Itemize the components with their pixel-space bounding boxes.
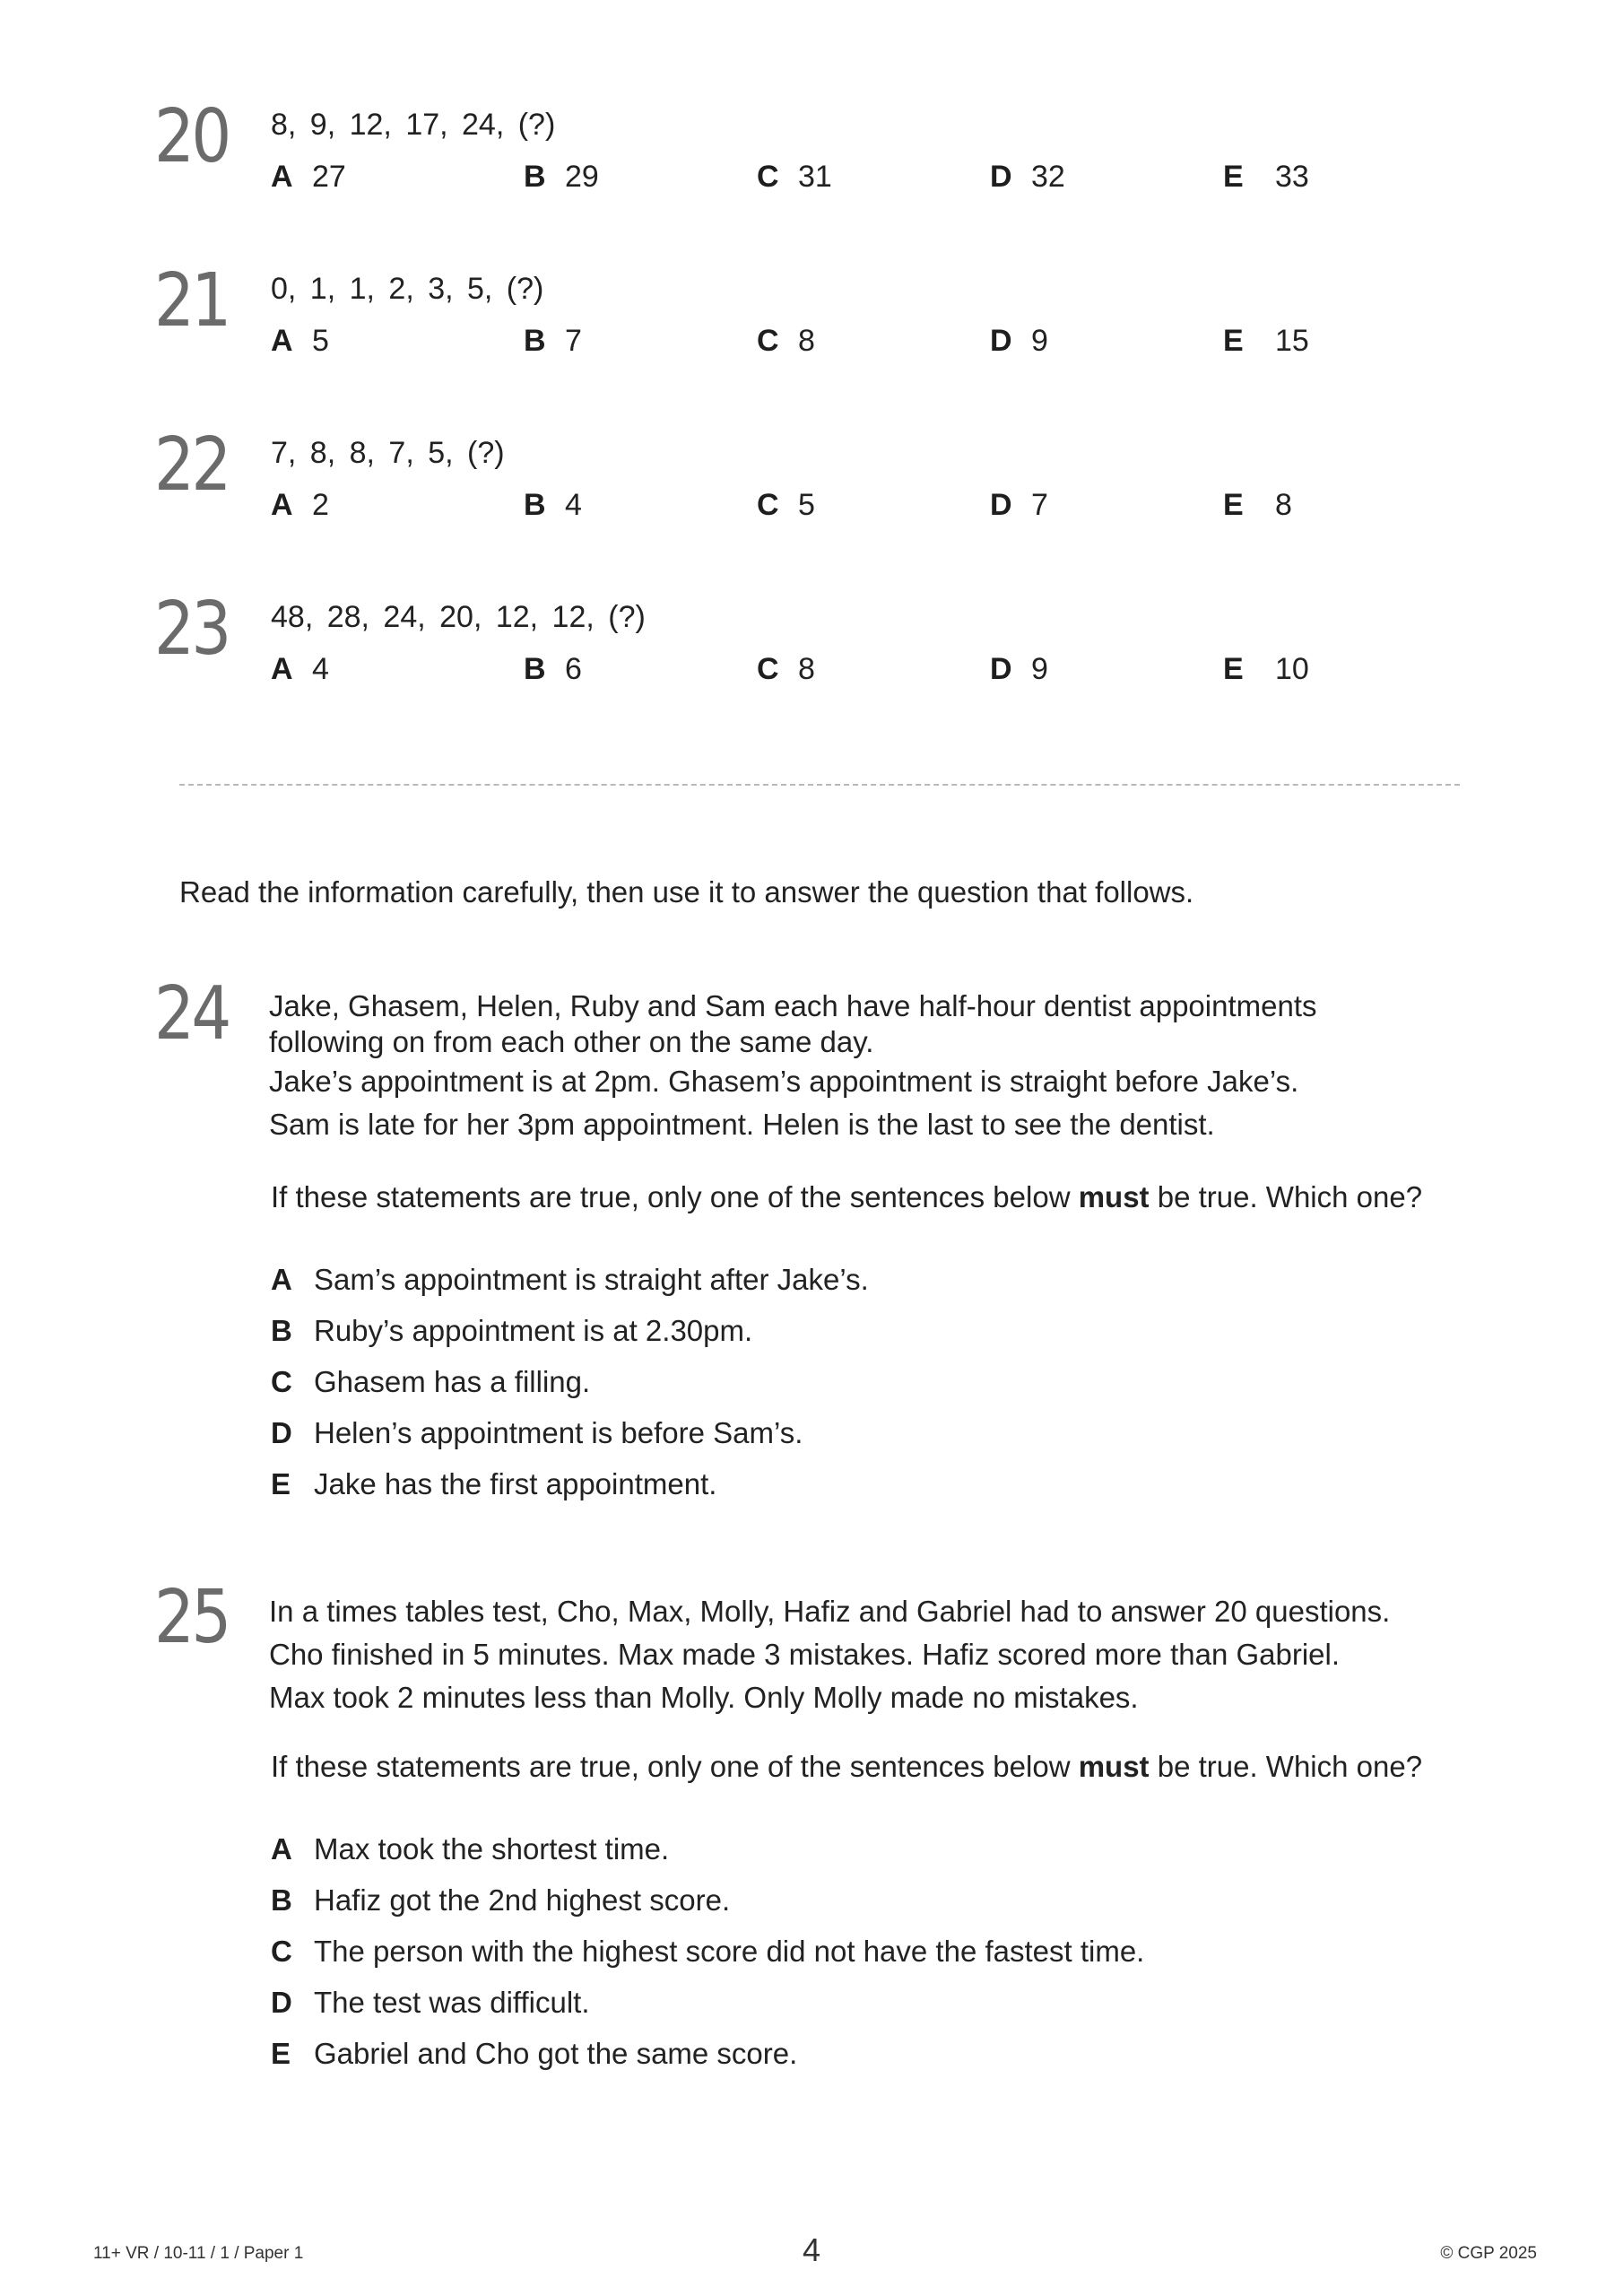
answer-letter: B bbox=[271, 1314, 292, 1347]
prompt-text: be true. Which one? bbox=[1149, 1180, 1423, 1213]
option-a[interactable] bbox=[271, 490, 329, 520]
option-value: 4 bbox=[312, 652, 329, 686]
question-number: 20 bbox=[154, 94, 229, 179]
option-letter: D bbox=[990, 324, 1012, 358]
option-b[interactable] bbox=[524, 161, 599, 192]
option-value: 2 bbox=[312, 488, 329, 522]
option-c[interactable] bbox=[757, 161, 832, 192]
answer-text: Jake has the first appointment. bbox=[314, 1467, 717, 1500]
option-value: 4 bbox=[565, 488, 582, 522]
answer-letter: C bbox=[271, 1935, 292, 1968]
answer-a[interactable] bbox=[271, 1265, 869, 1316]
answer-letter: A bbox=[271, 1263, 292, 1296]
question-21 bbox=[154, 258, 1481, 399]
answer-text: The test was difficult. bbox=[314, 1986, 590, 2019]
option-letter: B bbox=[524, 160, 546, 194]
prompt-emphasis: must bbox=[1078, 1750, 1150, 1783]
answer-text: Ruby’s appointment is at 2.30pm. bbox=[314, 1314, 753, 1347]
footer-paper-code: 11+ VR / 10-11 / 1 / Paper 1 bbox=[93, 2244, 304, 2263]
option-a[interactable] bbox=[271, 654, 329, 684]
option-letter: A bbox=[271, 652, 293, 686]
option-letter: D bbox=[990, 488, 1012, 522]
prompt-text: If these statements are true, only one of the sentences below bbox=[271, 1750, 1079, 1783]
option-letter: B bbox=[524, 488, 546, 522]
option-letter: B bbox=[524, 324, 546, 358]
option-e[interactable] bbox=[1223, 326, 1309, 356]
question-22 bbox=[154, 422, 1481, 563]
statement-line: Jake, Ghasem, Helen, Ruby and Sam each have half-hour dentist appointments bbox=[269, 989, 1317, 1022]
number-sequence: 48, 28, 24, 20, 12, 12, (?) bbox=[271, 600, 646, 634]
answer-letter: D bbox=[271, 1986, 292, 2019]
answer-text: Helen’s appointment is before Sam’s. bbox=[314, 1416, 803, 1449]
option-value: 6 bbox=[565, 652, 582, 686]
option-letter: E bbox=[1223, 488, 1244, 522]
answer-e[interactable] bbox=[271, 1469, 869, 1520]
statement-line: Max took 2 minutes less than Molly. Only Molly made no mistakes. bbox=[269, 1681, 1139, 1714]
footer-copyright: © CGP 2025 bbox=[1440, 2244, 1537, 2263]
option-letter: A bbox=[271, 324, 293, 358]
option-value: 31 bbox=[798, 160, 832, 194]
option-value: 10 bbox=[1275, 652, 1309, 686]
question-number: 25 bbox=[154, 1575, 229, 1660]
option-value: 32 bbox=[1031, 160, 1065, 194]
option-letter: C bbox=[757, 652, 779, 686]
option-letter: A bbox=[271, 488, 293, 522]
answer-letter: D bbox=[271, 1416, 292, 1449]
question-25 bbox=[154, 1575, 1481, 2083]
number-sequence: 8, 9, 12, 17, 24, (?) bbox=[271, 108, 556, 142]
answer-letter: B bbox=[271, 1883, 292, 1917]
section-instruction: Read the information carefully, then use it to answer the question that follows. bbox=[179, 875, 1194, 909]
option-value: 29 bbox=[565, 160, 599, 194]
answer-text: The person with the highest score did not have the fastest time. bbox=[314, 1935, 1145, 1968]
option-c[interactable] bbox=[757, 490, 815, 520]
option-e[interactable] bbox=[1223, 161, 1309, 192]
answer-text: Hafiz got the 2nd highest score. bbox=[314, 1883, 731, 1917]
answer-b[interactable] bbox=[271, 1316, 869, 1367]
option-value: 8 bbox=[798, 324, 815, 358]
prompt-emphasis: must bbox=[1078, 1180, 1150, 1213]
option-d[interactable] bbox=[990, 326, 1048, 356]
answer-text: Gabriel and Cho got the same score. bbox=[314, 2037, 798, 2070]
statement-line: In a times tables test, Cho, Max, Molly, Hafiz and Gabriel had to answer 20 questions. bbox=[269, 1595, 1391, 1628]
statement-line: Jake’s appointment is at 2pm. Ghasem’s appointment is straight before Jake’s. bbox=[269, 1065, 1299, 1098]
question-prompt bbox=[271, 1182, 1422, 1212]
option-value: 8 bbox=[798, 652, 815, 686]
question-number: 23 bbox=[154, 587, 229, 672]
option-letter: E bbox=[1223, 324, 1244, 358]
prompt-text: be true. Which one? bbox=[1149, 1750, 1423, 1783]
answer-e[interactable] bbox=[271, 2039, 1144, 2090]
answer-d[interactable] bbox=[271, 1418, 869, 1469]
question-statements bbox=[269, 988, 1317, 1146]
option-value: 27 bbox=[312, 160, 346, 194]
question-24 bbox=[154, 971, 1481, 1516]
answer-text: Sam’s appointment is straight after Jake’s. bbox=[314, 1263, 869, 1296]
option-letter: C bbox=[757, 160, 779, 194]
question-statements bbox=[269, 1590, 1390, 1719]
option-c[interactable] bbox=[757, 326, 815, 356]
option-letter: A bbox=[271, 160, 293, 194]
answer-c[interactable] bbox=[271, 1936, 1144, 1987]
option-b[interactable] bbox=[524, 326, 582, 356]
option-e[interactable] bbox=[1223, 654, 1309, 684]
answer-options bbox=[271, 1265, 869, 1520]
option-letter: C bbox=[757, 488, 779, 522]
statement-line: Sam is late for her 3pm appointment. Helen is the last to see the dentist. bbox=[269, 1108, 1215, 1141]
question-prompt bbox=[271, 1752, 1422, 1781]
option-letter: B bbox=[524, 652, 546, 686]
option-value: 9 bbox=[1031, 652, 1048, 686]
number-sequence: 0, 1, 1, 2, 3, 5, (?) bbox=[271, 272, 544, 306]
option-d[interactable] bbox=[990, 161, 1065, 192]
option-value: 33 bbox=[1275, 160, 1309, 194]
option-value: 7 bbox=[565, 324, 582, 358]
option-value: 8 bbox=[1275, 488, 1292, 522]
option-d[interactable] bbox=[990, 490, 1048, 520]
option-a[interactable] bbox=[271, 326, 329, 356]
option-b[interactable] bbox=[524, 490, 582, 520]
question-23 bbox=[154, 587, 1481, 727]
answer-a[interactable] bbox=[271, 1834, 1144, 1885]
option-b[interactable] bbox=[524, 654, 582, 684]
question-number: 22 bbox=[154, 422, 229, 508]
option-e[interactable] bbox=[1223, 490, 1292, 520]
answer-letter: E bbox=[271, 1467, 291, 1500]
answer-c[interactable] bbox=[271, 1367, 869, 1418]
option-d[interactable] bbox=[990, 654, 1048, 684]
option-a[interactable] bbox=[271, 161, 346, 192]
answer-letter: E bbox=[271, 2037, 291, 2070]
answer-options bbox=[271, 1834, 1144, 2090]
option-value: 5 bbox=[798, 488, 815, 522]
answer-letter: C bbox=[271, 1365, 292, 1398]
question-20 bbox=[154, 94, 1481, 235]
option-value: 9 bbox=[1031, 324, 1048, 358]
answer-text: Max took the shortest time. bbox=[314, 1832, 670, 1866]
answer-letter: A bbox=[271, 1832, 292, 1866]
answer-d[interactable] bbox=[271, 1987, 1144, 2039]
option-letter: C bbox=[757, 324, 779, 358]
option-c[interactable] bbox=[757, 654, 815, 684]
question-number: 21 bbox=[154, 258, 229, 344]
prompt-text: If these statements are true, only one of the sentences below bbox=[271, 1180, 1079, 1213]
section-divider bbox=[179, 784, 1460, 786]
number-sequence: 7, 8, 8, 7, 5, (?) bbox=[271, 436, 505, 470]
option-letter: D bbox=[990, 160, 1012, 194]
option-value: 7 bbox=[1031, 488, 1048, 522]
option-value: 15 bbox=[1275, 324, 1309, 358]
option-letter: E bbox=[1223, 652, 1244, 686]
statement-line: Cho finished in 5 minutes. Max made 3 mistakes. Hafiz scored more than Gabriel. bbox=[269, 1638, 1341, 1671]
option-value: 5 bbox=[312, 324, 329, 358]
question-number: 24 bbox=[154, 971, 229, 1057]
statement-line: following on from each other on the same day. bbox=[269, 1025, 874, 1058]
option-letter: E bbox=[1223, 160, 1244, 194]
answer-b[interactable] bbox=[271, 1885, 1144, 1936]
answer-text: Ghasem has a filling. bbox=[314, 1365, 591, 1398]
page-number: 4 bbox=[803, 2231, 821, 2268]
option-letter: D bbox=[990, 652, 1012, 686]
